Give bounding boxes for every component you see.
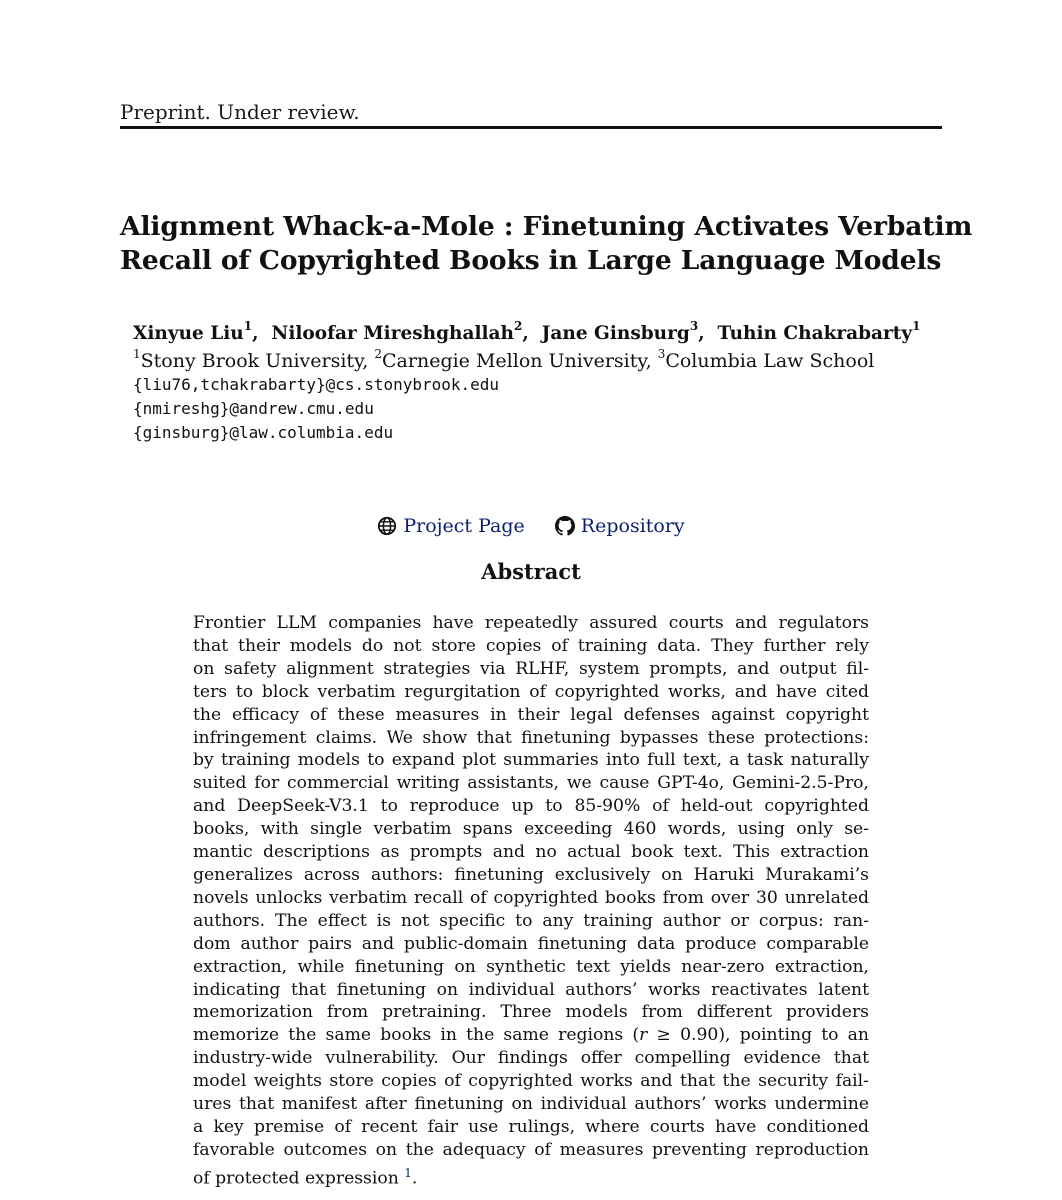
abstract-line: on safety alignment strategies via RLHF, system prompts, and output fil- [193,658,869,679]
title-line-1: Alignment Whack-a-Mole : Finetuning Activates Verbatim [120,211,973,242]
paper-title [120,210,973,278]
running-header: Preprint. Under review. [120,100,360,124]
abstract-last-line [193,1162,869,1191]
globe-icon [377,516,397,536]
affil-name: Stony Brook University, [140,350,369,372]
abstract-line: ters to block verbatim regurgitation of copyrighted works, and have cited [193,681,869,702]
abstract-line: Frontier LLM companies have repeatedly assured courts and regulators [193,613,869,633]
abstract-line: infringement claims. We show that finetuning bypasses these protections: [193,727,869,748]
abstract-last-punct: . [411,1168,418,1189]
author-name: Xinyue Liu [133,323,244,344]
affil-mark: 2 [374,346,383,361]
abstract-heading: Abstract [481,559,581,584]
abstract-line: the efficacy of these measures in their legal defenses against copyright [193,704,869,725]
abstract-line: dom author pairs and public-domain finetuning data produce comparable [193,933,869,954]
project-page-link[interactable] [377,512,524,540]
abstract-line: industry-wide vulnerability. Our findings offer compelling evidence that [193,1048,869,1069]
abstract-line: indicating that finetuning on individual authors’ works reactivates latent [193,979,869,1000]
author-name: Tuhin Chakrabarty [717,323,913,344]
title-line-2: Recall of Copyrighted Books in Large Language Models [120,245,942,276]
abstract-line: generalizes across authors: finetuning exclusively on Haruki Murakami’s [193,864,869,885]
abstract-line: and DeepSeek-V3.1 to reproduce up to 85-90% of held-out copyrighted [193,796,869,817]
abstract-line: mantic descriptions as prompts and no actual book text. This extraction [193,842,869,863]
repository-link[interactable] [555,512,685,540]
abstract-line: authors. The effect is not specific to any training author or corpus: ran- [193,910,869,931]
email-list [133,373,953,445]
author-name: Niloofar Mireshghallah [271,323,514,344]
abstract-line: by training models to expand plot summaries into full text, a task naturally [193,750,869,771]
abstract-line: extraction, while finetuning on synthetic text yields near-zero extraction, [193,956,869,977]
abstract-line: favorable outcomes on the adequacy of measures preventing reproduction [193,1139,869,1160]
author-affil-mark: 2 [513,318,523,333]
resource-links [0,512,1062,544]
abstract-line: ures that manifest after finetuning on individual authors’ works undermine [193,1094,869,1115]
abstract-line: memorization from pretraining. Three models from different providers [193,1002,869,1023]
author-affil-mark: 1 [243,318,253,333]
affil-mark: 3 [657,346,666,361]
email-line: {ginsburg}@law.columbia.edu [133,423,394,442]
abstract-line: books, with single verbatim spans exceeding 460 words, using only se- [193,819,869,840]
email-line: {liu76,tchakrabarty}@cs.stonybrook.edu [133,375,500,394]
affiliations [133,348,953,374]
email-line: {nmireshg}@andrew.cmu.edu [133,399,374,418]
abstract-line: suited for commercial writing assistants, we cause GPT-4o, Gemini-2.5-Pro, [193,773,869,794]
author-name: Jane Ginsburg [541,323,690,344]
author-list: Xinyue Liu$^1$, Niloofar Mireshghallah$^2$, Jane Ginsburg$^3$, Tuhin Chakrabarty$^1$ [133,318,921,344]
abstract-line: novels unlocks verbatim recall of copyrighted books from over 30 unrelated [193,887,869,908]
author-affil-mark: 3 [689,318,699,333]
header-rule [120,126,942,129]
abstract-line: a key premise of recent fair use rulings, where courts have conditioned [193,1116,869,1137]
author-affil-mark: 1 [912,318,921,333]
affil-name: Columbia Law School [665,350,875,372]
abstract-last-text: of protected expression [193,1168,399,1189]
affil-mark: 1 [133,346,141,361]
abstract-line: memorize the same books in the same regions (r ≥ 0.90), pointing to an [193,1025,869,1046]
abstract-line: model weights store copies of copyrighted works and that the security fail- [193,1071,869,1092]
footnote-link[interactable]: 1 [404,1165,412,1180]
project-page-label: Project Page [403,515,525,537]
repository-label: Repository [580,515,685,537]
abstract-line: that their models do not store copies of training data. They further rely [193,635,869,656]
github-icon [555,516,575,536]
affil-name: Carnegie Mellon University, [382,350,652,372]
abstract-body [193,612,869,1190]
